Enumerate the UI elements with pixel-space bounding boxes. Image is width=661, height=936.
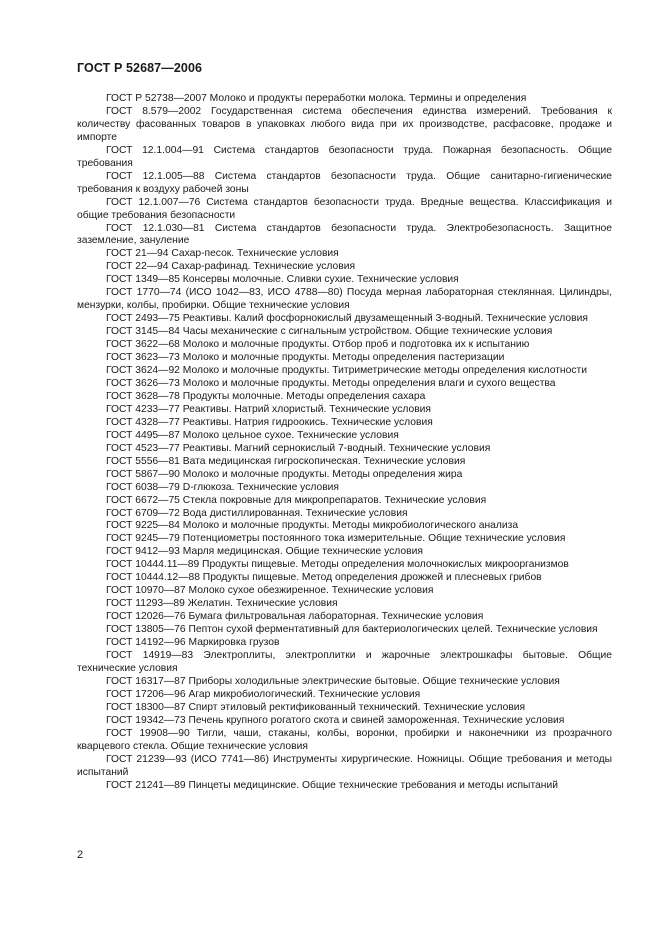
page-number: 2 [77, 849, 84, 861]
reference-entry: ГОСТ 4523—77 Реактивы. Магний сернокислый 7-водный. Технические условия [106, 442, 491, 454]
reference-entry: ГОСТ 13805—76 Пептон сухой ферментативный для бактериологических целей. Технические условия [106, 624, 598, 636]
reference-entry: ГОСТ 9245—79 Потенциометры постоянного тока измерительные. Общие технические условия [106, 533, 566, 545]
reference-entry: ГОСТ 6709—72 Вода дистиллированная. Технические условия [106, 507, 408, 519]
normative-references-list [77, 93, 612, 792]
reference-entry: ГОСТ 22—94 Сахар-рафинад. Технические условия [106, 261, 356, 273]
reference-entry: ГОСТ 17206—96 Агар микробиологический. Технические условия [106, 688, 421, 700]
reference-entry: ГОСТ 12.1.005—88 Система стандартов безопасности труда. Общие санитарно-гигиенические требования к воздуху рабочей зоны [77, 170, 612, 195]
reference-entry: ГОСТ 21239—93 (ИСО 7741—86) Инструменты хирургические. Ножницы. Общие требования и методы испытаний [77, 753, 612, 778]
reference-entry: ГОСТ 21—94 Сахар-песок. Технические условия [106, 248, 339, 260]
reference-entry: ГОСТ 3626—73 Молоко и молочные продукты. Методы определения влаги и сухого вещества [106, 377, 556, 389]
reference-entry: ГОСТ 12.1.004—91 Система стандартов безопасности труда. Пожарная безопасность. Общие требования [77, 144, 612, 169]
reference-entry: ГОСТ 4328—77 Реактивы. Натрия гидроокись. Технические условия [106, 416, 433, 428]
reference-entry: ГОСТ 8.579—2002 Государственная система обеспечения единства измерений. Требования к количеству фасованных товаров в упаковках любого вида при их производстве, расфасовке, продаже и импорте [77, 105, 612, 143]
reference-entry: ГОСТ 11293—89 Желатин. Технические условия [106, 598, 338, 610]
reference-entry: ГОСТ 5867—90 Молоко и молочные продукты. Методы определения жира [106, 468, 463, 480]
reference-entry: ГОСТ 5556—81 Вата медицинская гигроскопическая. Технические условия [106, 455, 466, 467]
reference-entry: ГОСТ 6672—75 Стекла покровные для микропрепаратов. Технические условия [106, 494, 487, 506]
reference-entry: ГОСТ Р 52738—2007 Молоко и продукты переработки молока. Термины и определения [106, 93, 527, 104]
reference-entry: ГОСТ 10444.11—89 Продукты пищевые. Методы определения молочнокислых микроорганизмов [106, 559, 569, 571]
reference-entry: ГОСТ 9225—84 Молоко и молочные продукты. Методы микробиологического анализа [106, 520, 519, 532]
reference-entry: ГОСТ 19908—90 Тигли, чаши, стаканы, колбы, воронки, пробирки и наконечники из прозрачного кварцевого стекла. Общие технические условия [77, 727, 612, 752]
reference-entry: ГОСТ 4233—77 Реактивы. Натрий хлористый. Технические условия [106, 403, 431, 415]
reference-entry: ГОСТ 4495—87 Молоко цельное сухое. Технические условия [106, 429, 399, 441]
reference-entry: ГОСТ 1349—85 Консервы молочные. Сливки сухие. Технические условия [106, 274, 459, 286]
reference-entry: ГОСТ 21241—89 Пинцеты медицинские. Общие технические требования и методы испытаний [106, 779, 558, 791]
reference-entry: ГОСТ 3624—92 Молоко и молочные продукты. Титриметрические методы определения кислотности [106, 365, 587, 377]
reference-entry: ГОСТ 19342—73 Печень крупного рогатого скота и свиней замороженная. Технические условия [106, 714, 565, 726]
reference-entry: ГОСТ 12.1.007—76 Система стандартов безопасности труда. Вредные вещества. Классификация и общие требования безопасности [77, 196, 612, 221]
document-header: ГОСТ Р 52687—2006 [77, 61, 203, 75]
reference-entry: ГОСТ 6038—79 D-глюкоза. Технические условия [106, 481, 340, 493]
reference-entry: ГОСТ 14919—83 Электроплиты, электроплитки и жарочные электрошкафы бытовые. Общие технические условия [77, 649, 612, 674]
reference-entry: ГОСТ 1770—74 (ИСО 1042—83, ИСО 4788—80) Посуда мерная лабораторная стеклянная. Цилиндры, мензурки, колбы, пробирки. Общие технические условия [77, 287, 612, 312]
reference-entry: ГОСТ 18300—87 Спирт этиловый ректификованный технический. Технические условия [106, 701, 526, 713]
reference-entry: ГОСТ 3145—84 Часы механические с сигнальным устройством. Общие технические условия [106, 326, 553, 338]
reference-entry: ГОСТ 3623—73 Молоко и молочные продукты. Методы определения пастеризации [106, 352, 505, 364]
reference-entry: ГОСТ 10970—87 Молоко сухое обезжиренное. Технические условия [106, 585, 434, 597]
reference-entry: ГОСТ 12026—76 Бумага фильтровальная лабораторная. Технические условия [106, 611, 484, 623]
reference-entry: ГОСТ 3622—68 Молоко и молочные продукты. Отбор проб и подготовка их к испытанию [106, 339, 530, 351]
reference-entry: ГОСТ 12.1.030—81 Система стандартов безопасности труда. Электробезопасность. Защитное заземление, зануление [77, 222, 612, 247]
reference-entry: ГОСТ 2493—75 Реактивы. Калий фосфорнокислый двузамещенный 3-водный. Технические условия [106, 313, 588, 325]
reference-entry: ГОСТ 9412—93 Марля медицинская. Общие технические условия [106, 546, 423, 558]
reference-entry: ГОСТ 16317—87 Приборы холодильные электрические бытовые. Общие технические условия [106, 675, 560, 687]
reference-entry: ГОСТ 3628—78 Продукты молочные. Методы определения сахара [106, 390, 426, 402]
reference-entry: ГОСТ 10444.12—88 Продукты пищевые. Метод определения дрожжей и плесневых грибов [106, 572, 542, 584]
reference-entry: ГОСТ 14192—96 Маркировка грузов [106, 637, 280, 649]
